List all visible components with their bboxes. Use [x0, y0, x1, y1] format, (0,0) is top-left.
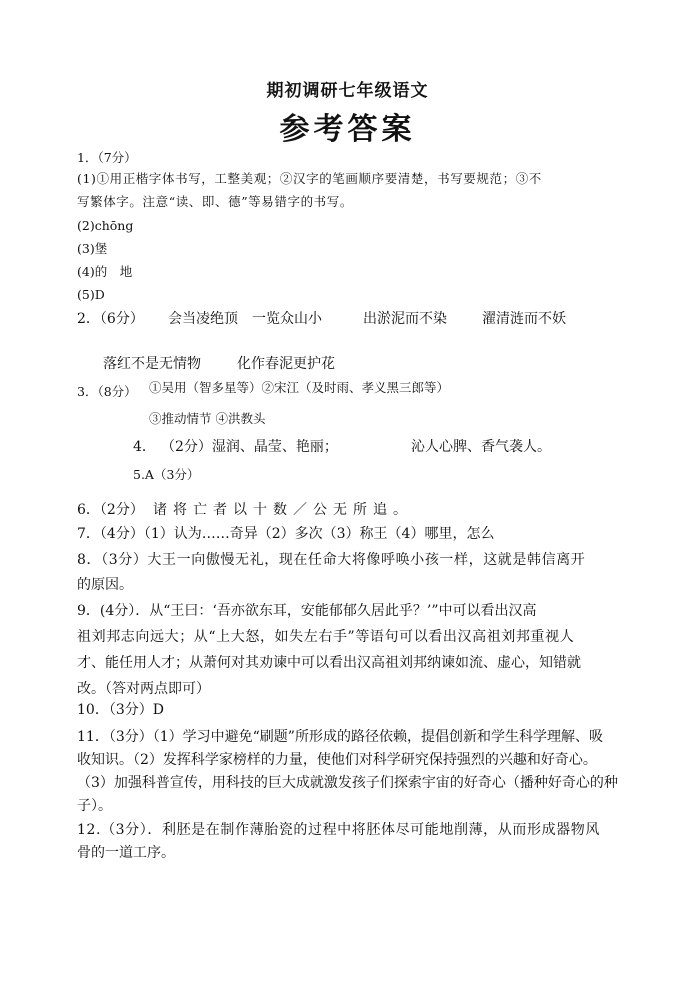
q4-answer-2: 沁人心脾、香气袭人。 [411, 439, 551, 455]
q9-line3: 才、能任用人才；从萧何对其劝谏中可以看出汉高祖刘邦纳谏如流、虚心，知错就 [77, 655, 581, 671]
q2-heading: 2．（6分） [77, 311, 144, 327]
q1-part4: (4)的 地 [77, 264, 133, 279]
q3-line1: ①吴用（智多星等）②宋江（及时雨、孝义黑三郎等） [149, 380, 450, 395]
q11-line3: （3）加强科普宣传，用科技的巨大成就激发孩子们探索宇宙的好奇心（播种好奇心的种 [77, 775, 618, 791]
document-title: 参考答案 [279, 112, 416, 147]
q3-line2: ③推动情节 ④洪教头 [149, 411, 266, 426]
q9-line2: 祖刘邦志向远大；从“上大怒，如失左右手”等语句可以看出汉高祖刘邦重视人 [77, 629, 575, 645]
q11-line4: 子）。 [77, 798, 112, 814]
q2-answer-2: 出淤泥而不染 [363, 311, 447, 327]
q4-heading: 4． [133, 439, 156, 455]
q3-heading: 3．（8分） [77, 384, 137, 399]
q8-line1: 8．（3分）大王一向傲慢无礼，现在任命大将像呼唤小孩一样，这就是韩信离开 [77, 552, 586, 568]
q12-line2: 骨的一道工序。 [77, 845, 175, 861]
q2-answer-5: 化作春泥更护花 [237, 356, 335, 372]
q1-part1-line2: 写繁体字。注意“读、即、德”等易错字的书写。 [77, 194, 353, 209]
document-subtitle: 期初调研七年级语文 [266, 81, 429, 101]
q8-line2: 的原因。 [77, 577, 133, 593]
q7-answer: 7．（4分）（1）认为……奇异（2）多次（3）称王（4）哪里，怎么 [77, 526, 495, 542]
q6-answer: 诸将亡者以十数／公无所追。 [153, 502, 413, 518]
q1-part1-line1: (1)①用正楷字体书写，工整美观；②汉字的笔画顺序要清楚，书写要规范；③不 [77, 171, 542, 186]
q1-part3: (3)堡 [77, 241, 108, 256]
q4-answer-1: （2分）湿润、晶莹、艳丽； [161, 439, 338, 455]
q1-part2: (2)chōng [77, 218, 134, 233]
q9-line1: 9．(4分）．从“王曰：‘吾亦欲东耳，安能郁郁久居此乎？’”中可以看出汉高 [77, 603, 537, 619]
q11-line2: 收知识。（2）发挥科学家榜样的力量，使他们对科学研究保持强烈的兴趣和好奇心。 [77, 752, 597, 768]
q2-answer-3: 濯清涟而不妖 [482, 311, 566, 327]
q10-answer: 10．（3分）D [77, 702, 164, 718]
q1-heading: 1．（7分） [77, 150, 137, 165]
q5-answer: 5.A（3分） [133, 467, 200, 482]
q12-line1: 12.（3分）．利胚是在制作薄胎瓷的过程中将胚体尽可能地削薄，从而形成器物风 [77, 822, 600, 838]
q2-answer-1: 会当凌绝顶 一览众山小 [168, 311, 322, 327]
q11-line1: 11．（3分）（1）学习中避免“刷题”所形成的路径依赖，提倡创新和学生科学理解、吸 [77, 729, 603, 745]
q2-answer-4: 落红不是无情物 [103, 356, 201, 372]
q6-heading: 6．（2分） [77, 502, 144, 518]
q9-line4: 改。（答对两点即可） [77, 681, 210, 697]
q1-part5: (5)D [77, 287, 105, 302]
